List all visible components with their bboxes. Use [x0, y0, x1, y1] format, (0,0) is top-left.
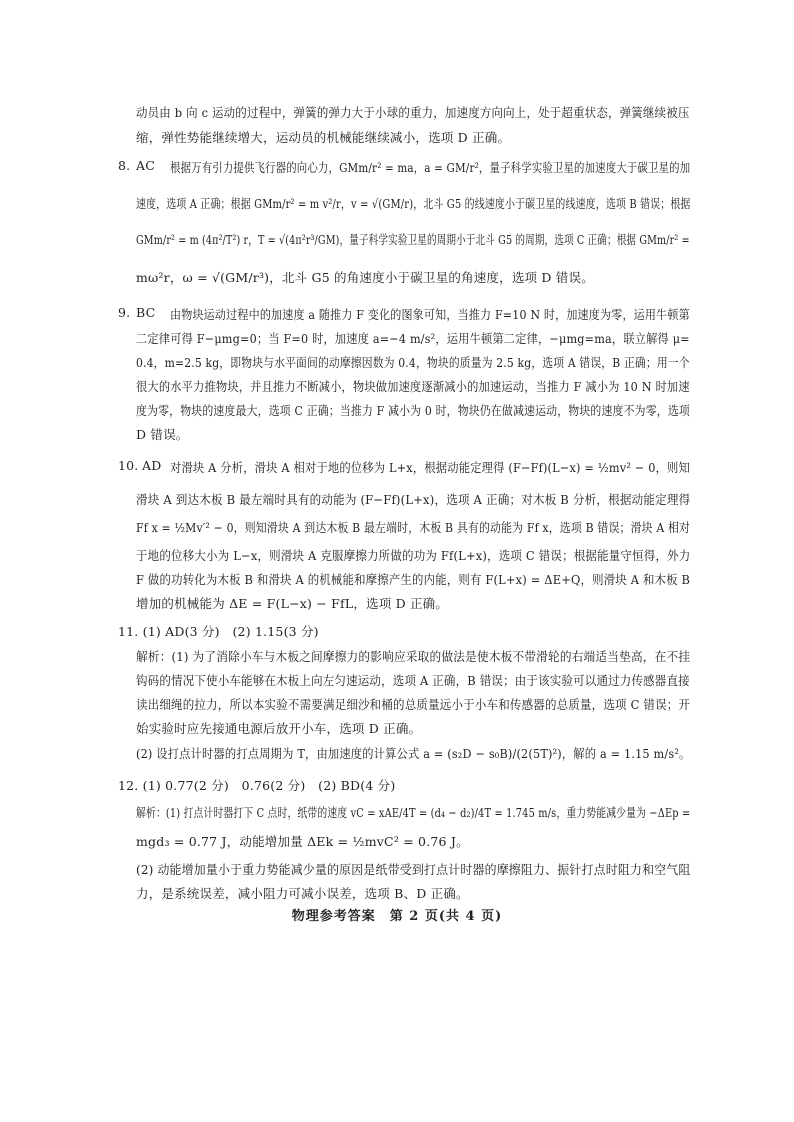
- q12-header: 12. (1) 0.77(2 分) 0.76(2 分) (2) BD(4 分): [118, 778, 396, 793]
- q9-line-4: 很大的水平力推物块，并且推力不断减小，物块做加速度逐渐减小的加速运动，当推力 F 减小为 10 N 时加速: [136, 379, 690, 394]
- q10-line-6: 增加的机械能为 ΔE = F(L−x) − FfL，选项 D 正确。: [136, 596, 449, 611]
- q8-line-3: GMm/r² = m (4π²/T²) r，T = √(4π²r³/GM)，量子科学实验卫星的周期小于北斗 G5 的周期，选项 C 正确；根据 GMm/r² =: [136, 232, 690, 247]
- q12-line-3: (2) 动能增加量小于重力势能减少量的原因是纸带受到打点计时器的摩擦阻力、振针打点时阻力和空气阻: [136, 862, 691, 877]
- q10-line-2: 滑块 A 到达木板 B 最左端时具有的动能为 (F−Ff)(L+x)，选项 A 正确；对木板 B 分析，根据动能定理得: [136, 492, 691, 507]
- continuation-line-2: 缩，弹性势能继续增大，运动员的机械能继续减小，选项 D 正确。: [136, 130, 511, 145]
- q9-line-6: D 错误。: [136, 427, 189, 442]
- q9-line-2: 二定律可得 F−μmg=0；当 F=0 时，加速度 a=−4 m/s²，运用牛顿第二定律，−μmg=ma，联立解得 μ=: [136, 331, 690, 346]
- q10-line-4: 于地的位移大小为 L−x，则滑块 A 克服摩擦力所做的功为 Ff(L+x)，选项 C 错误；根据能量守恒得，外力: [136, 548, 691, 563]
- q8-key: AC: [136, 158, 155, 173]
- q12-line-1: 解析：(1) 打点计时器打下 C 点时，纸带的速度 vC = xAE/4T = (d₄ − d₂)/4T = 1.745 m/s，重力势能减少量为 −ΔEp =: [136, 805, 691, 820]
- q11-header: 11. (1) AD(3 分) (2) 1.15(3 分): [118, 624, 319, 639]
- q10-line-5: F 做的功转化为木板 B 和滑块 A 的机械能和摩擦产生的内能，则有 F(L+x) = ΔE+Q，则滑块 A 和木板 B: [136, 572, 691, 587]
- q11-line-2: 钩码的情况下使小车能够在木板上向左匀速运动，选项 A 正确，B 错误；由于该实验可以通过力传感器直接: [136, 673, 690, 688]
- q8-line-4: mω²r，ω = √(GM/r³)，北斗 G5 的角速度小于碳卫星的角速度，选项 D 错误。: [136, 270, 594, 285]
- q8-line-1: 根据万有引力提供飞行器的向心力，GMm/r² = ma，a = GM/r²，量子科学实验卫星的加速度大于碳卫星的加: [170, 160, 691, 175]
- q8-line-2: 速度，选项 A 正确；根据 GMm/r² = m v²/r，v = √(GM/r)，北斗 G5 的线速度小于碳卫星的线速度，选项 B 错误；根据: [136, 196, 691, 211]
- q9-line-3: 0.4，m=2.5 kg，即物块与水平面间的动摩擦因数为 0.4，物块的质量为 2.5 kg，选项 A 错误，B 正确；用一个: [136, 355, 690, 370]
- q12-line-4: 力，是系统误差，减小阻力可减小误差，选项 B、D 正确。: [136, 886, 469, 901]
- q9-number: 9.: [118, 305, 131, 320]
- q10-line-3: Ff x = ½Mv′² − 0，则知滑块 A 到达木板 B 最左端时，木板 B 具有的动能为 Ff x，选项 B 错误；滑块 A 相对: [136, 520, 691, 535]
- q10-line-1: 对滑块 A 分析，滑块 A 相对于地的位移为 L+x，根据动能定理得 (F−Ff)(L−x) = ½mv² − 0，则知: [170, 460, 690, 475]
- q10-key: AD: [142, 458, 162, 473]
- q9-line-1: 由物块运动过程中的加速度 a 随推力 F 变化的图象可知，当推力 F=10 N 时，加速度为零，运用牛顿第: [170, 307, 690, 322]
- page-footer: 物理参考答案 第 2 页(共 4 页): [291, 909, 503, 924]
- q11-line-4: 始实验时应先接通电源后放开小车，选项 D 正确。: [136, 721, 422, 736]
- q11-line-3: 读出细绳的拉力，所以本实验不需要满足细沙和桶的总质量远小于小车和传感器的总质量，选项 C 错误；开: [136, 697, 691, 712]
- q11-line-5: (2) 设打点计时器的打点周期为 T，由加速度的计算公式 a = (s₂D − s₀B)/(2(5T)²)，解的 a = 1.15 m/s²。: [136, 746, 691, 761]
- q8-number: 8.: [118, 158, 131, 173]
- q9-line-5: 度为零，物块的速度最大，选项 C 正确；当推力 F 减小为 0 时，物块仍在做减速运动，物块的速度不为零，选项: [136, 403, 690, 418]
- q10-number: 10.: [118, 458, 139, 473]
- q12-line-2: mgd₃ = 0.77 J，动能增加量 ΔEk = ½mvC² = 0.76 J。: [136, 834, 469, 849]
- continuation-line-1: 动员由 b 向 c 运动的过程中，弹簧的弹力大于小球的重力，加速度方向向上，处于超重状态，弹簧继续被压: [136, 105, 690, 120]
- q9-key: BC: [136, 305, 156, 320]
- q11-line-1: 解析：(1) 为了消除小车与木板之间摩擦力的影响应采取的做法是使木板不带滑轮的右端适当垫高，在不挂: [136, 649, 691, 664]
